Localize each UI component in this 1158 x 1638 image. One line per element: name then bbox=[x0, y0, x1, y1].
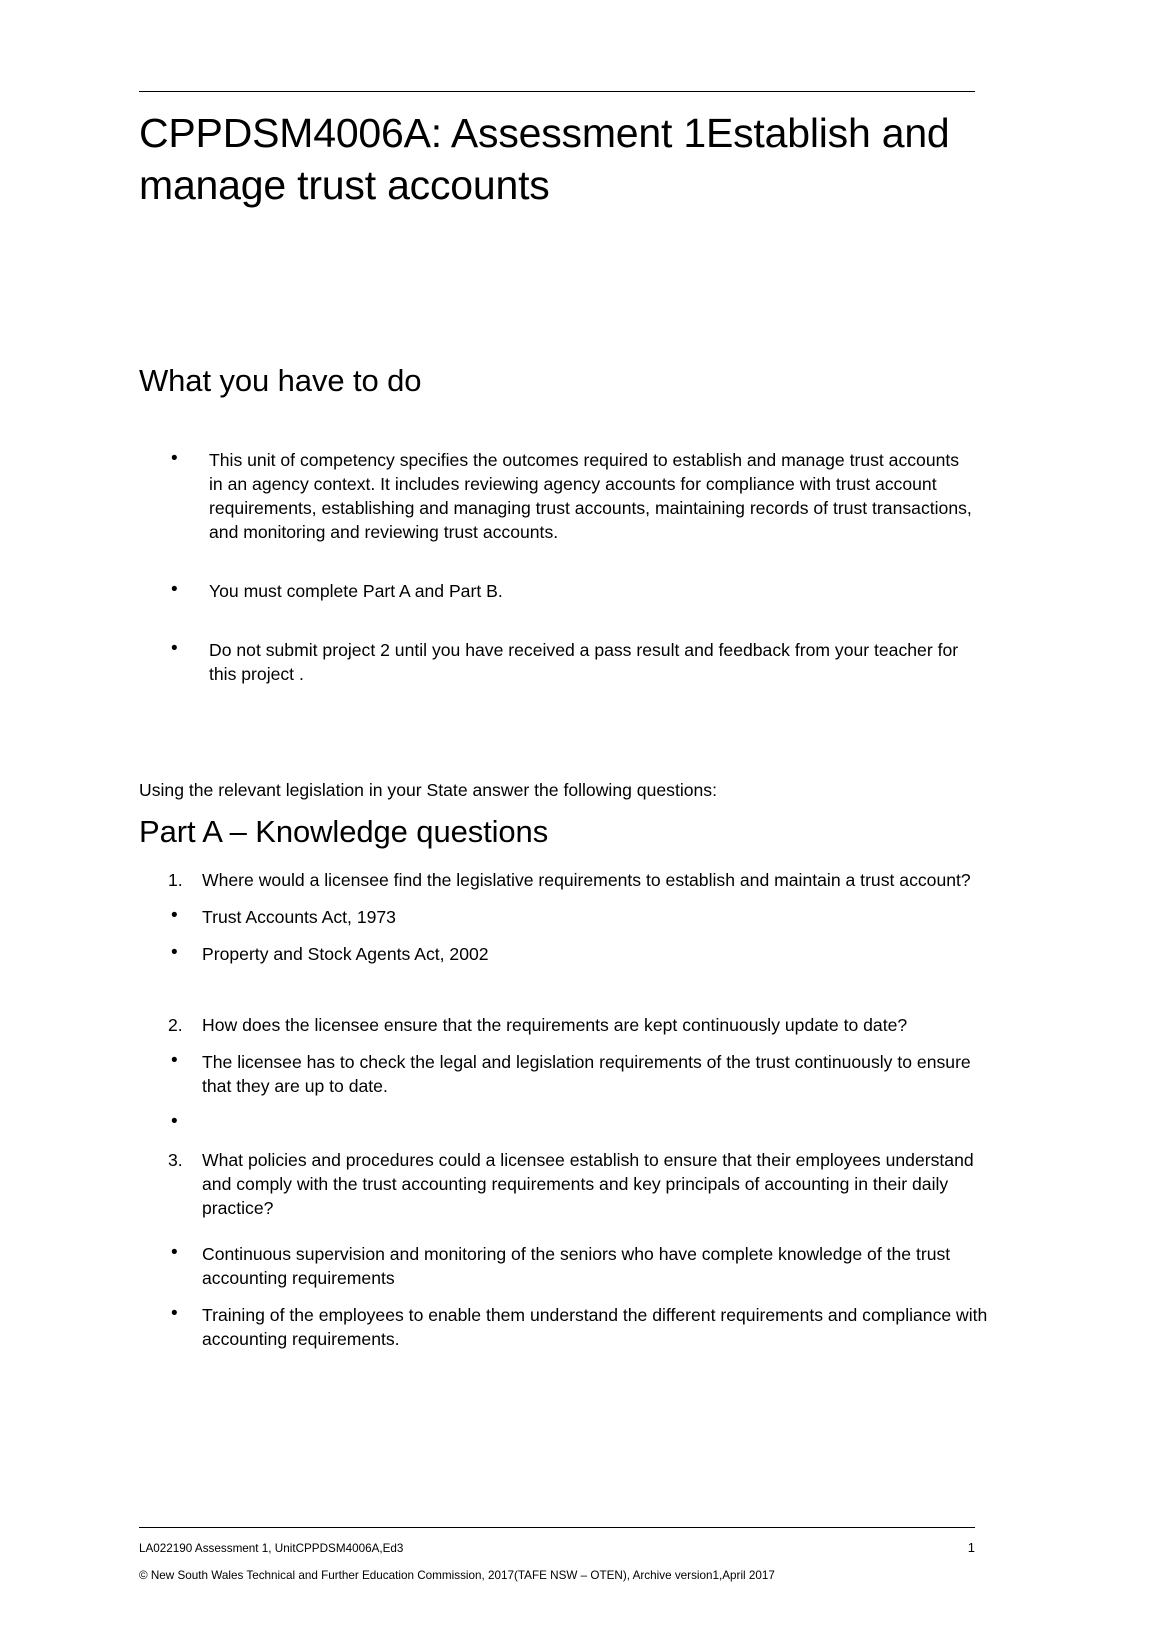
page-title: CPPDSM4006A: Assessment 1Establish and manage trust accounts bbox=[139, 110, 950, 208]
header-divider bbox=[139, 91, 975, 92]
answer-text: The licensee has to check the legal and legislation requirements of the trust continuously to ensure that they are up to date. bbox=[202, 1052, 971, 1096]
list-item-text: Do not submit project 2 until you have received a pass result and feedback from your teacher for this project . bbox=[209, 640, 959, 684]
bullet-icon: • bbox=[171, 448, 178, 469]
question-number: 3. bbox=[168, 1150, 183, 1170]
section-heading-part-a: Part A – Knowledge questions bbox=[139, 814, 549, 849]
list-item bbox=[139, 638, 975, 686]
answer-item-empty bbox=[139, 1111, 989, 1135]
what-you-have-to-do-list bbox=[139, 448, 975, 686]
answer-item bbox=[139, 942, 989, 966]
list-item-text: You must complete Part A and Part B. bbox=[209, 581, 503, 601]
bullet-icon: • bbox=[171, 1303, 178, 1324]
page-number: 1 bbox=[967, 1540, 975, 1555]
question-number: 1. bbox=[168, 870, 183, 890]
answer-text: Trust Accounts Act, 1973 bbox=[202, 907, 396, 927]
list-item-text: This unit of competency specifies the outcomes required to establish and manage trust accounts in an agency context. It includes reviewing agency accounts for compliance with trust account requirements, establishing and managing trust accounts, maintaining records of trust transactions, and monitoring and reviewing trust accounts. bbox=[209, 450, 972, 542]
answer-text: Continuous supervision and monitoring of the seniors who have complete knowledge of the trust accounting requirements bbox=[202, 1244, 951, 1288]
answer-item bbox=[139, 905, 989, 929]
section-heading-what-you-have-to-do: What you have to do bbox=[139, 363, 422, 398]
bullet-icon: • bbox=[171, 579, 178, 600]
answer-text: Training of the employees to enable them understand the different requirements and compliance with accounting requirements. bbox=[202, 1305, 988, 1349]
list-item bbox=[139, 448, 975, 544]
question-text: Where would a licensee find the legislative requirements to establish and maintain a trust account? bbox=[202, 870, 971, 890]
footer-divider bbox=[139, 1527, 975, 1528]
bullet-icon: • bbox=[171, 942, 178, 963]
question-text: What policies and procedures could a licensee establish to ensure that their employees understand and comply with the trust accounting requirements and key principals of accounting in their daily practice? bbox=[202, 1150, 974, 1218]
question-item bbox=[139, 1148, 989, 1220]
part-a-questions bbox=[139, 868, 989, 1364]
bullet-icon: • bbox=[171, 1242, 178, 1263]
footer-reference: LA022190 Assessment 1, UnitCPPDSM4006A,Ed3 bbox=[139, 1542, 404, 1555]
bullet-icon: • bbox=[171, 1050, 178, 1071]
question-number: 2. bbox=[168, 1015, 183, 1035]
answer-text: Property and Stock Agents Act, 2002 bbox=[202, 944, 489, 964]
question-item bbox=[139, 1013, 989, 1037]
answer-item bbox=[139, 1050, 989, 1098]
list-item bbox=[139, 579, 975, 603]
question-item bbox=[139, 868, 989, 892]
bullet-icon: • bbox=[171, 638, 178, 659]
answer-item bbox=[139, 1242, 989, 1290]
bullet-icon: • bbox=[171, 905, 178, 926]
question-text: How does the licensee ensure that the requirements are kept continuously update to date? bbox=[202, 1015, 908, 1035]
answer-item bbox=[139, 1303, 989, 1351]
bullet-icon: • bbox=[171, 1111, 178, 1132]
footer-copyright: © New South Wales Technical and Further Education Commission, 2017(TAFE NSW – OTEN), Archive version1,April 2017 bbox=[139, 1569, 775, 1582]
instruction-line: Using the relevant legislation in your State answer the following questions: bbox=[139, 780, 717, 800]
footer-primary-line bbox=[139, 1540, 975, 1557]
